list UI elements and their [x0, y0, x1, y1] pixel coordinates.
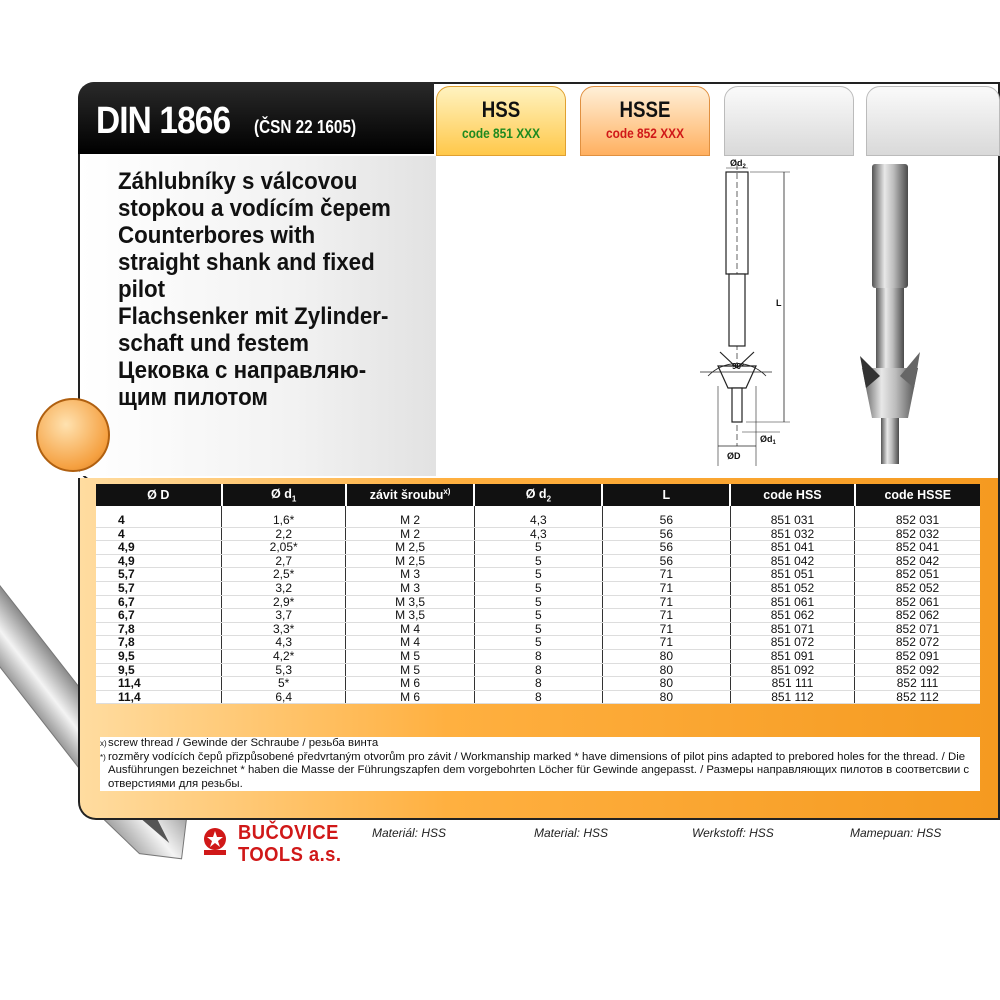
table-cell: 852 032 [855, 527, 980, 541]
table-cell: M 6 [346, 677, 475, 691]
description-line: stopkou a vodícím čepem [118, 195, 391, 222]
table-cell: 6,4 [222, 690, 346, 704]
table-cell: M 5 [346, 649, 475, 663]
brand-name-line2: TOOLS a.s. [238, 844, 342, 866]
table-cell: M 2,5 [346, 541, 475, 555]
page-subtitle: (ČSN 22 1605) [254, 117, 357, 137]
table-cell: 8 [474, 649, 602, 663]
material-en: Material: HSS [534, 826, 609, 840]
table-cell: 5 [474, 554, 602, 568]
table-cell: 4,3 [222, 636, 346, 650]
table-cell: M 4 [346, 636, 475, 650]
table-cell: 851 061 [730, 595, 854, 609]
table-cell: 5 [474, 622, 602, 636]
tab-empty-2 [866, 86, 1000, 156]
table-cell: 851 032 [730, 527, 854, 541]
table-cell: 6,7 [96, 609, 222, 623]
table-row [96, 514, 980, 527]
table-cell: 56 [602, 541, 730, 555]
table-cell: M 2 [346, 527, 475, 541]
table-cell: 5* [222, 677, 346, 691]
table-cell: 851 072 [730, 636, 854, 650]
orange-circle-decoration [36, 398, 110, 472]
table-row [96, 554, 980, 568]
description-line: Záhlubníky s válcovou [118, 168, 358, 195]
technical-drawing [680, 156, 996, 472]
page-title: DIN 1866 [96, 100, 231, 142]
table-cell: 4 [96, 527, 222, 541]
table-cell: 852 042 [855, 554, 980, 568]
product-table [96, 484, 980, 704]
table-cell: 3,7 [222, 609, 346, 623]
table-cell: 2,7 [222, 554, 346, 568]
table-cell: 1,6* [222, 514, 346, 527]
table-cell: M 5 [346, 663, 475, 677]
description-line: Flachsenker mit Zylinder- [118, 303, 389, 330]
table-row [96, 649, 980, 663]
table-cell: 852 072 [855, 636, 980, 650]
table-cell: 11,4 [96, 677, 222, 691]
table-cell: 71 [602, 636, 730, 650]
table-cell: 851 031 [730, 514, 854, 527]
table-cell: 5 [474, 581, 602, 595]
table-cell: 4 [96, 514, 222, 527]
tab-hsse-code: code 852 XXX [605, 125, 685, 141]
table-cell: 71 [602, 581, 730, 595]
table-cell: 852 051 [855, 568, 980, 582]
brand-name-line1: BUČOVICE [238, 822, 339, 844]
table-cell: 2,5* [222, 568, 346, 582]
material-cz: Materiál: HSS [372, 826, 447, 840]
table-cell: 56 [602, 554, 730, 568]
col-code-hss: code HSS [730, 484, 854, 506]
footnote-mark: x) [100, 739, 107, 748]
table-cell: 9,5 [96, 663, 222, 677]
table-cell: 71 [602, 595, 730, 609]
col-d1: Ø $d_1$ [222, 484, 346, 506]
footnote-thread [100, 737, 980, 751]
table-cell: 5 [474, 636, 602, 650]
table-cell: 852 111 [855, 677, 980, 691]
table-cell: 851 071 [730, 622, 854, 636]
table-cell: 56 [602, 514, 730, 527]
table-cell: 851 091 [730, 649, 854, 663]
table-cell: 6,7 [96, 595, 222, 609]
table-cell: 7,8 [96, 636, 222, 650]
description-line: schaft und festem [118, 330, 309, 357]
table-cell: 851 111 [730, 677, 854, 691]
tab-hsse [580, 86, 710, 156]
footnotes [100, 737, 980, 791]
table-cell: 5,3 [222, 663, 346, 677]
table-cell: 851 052 [730, 581, 854, 595]
tab-hss-label: HSS [481, 97, 521, 122]
l-label: L [776, 298, 782, 308]
table-cell: 852 031 [855, 514, 980, 527]
table-cell: 851 041 [730, 541, 854, 555]
table-cell: 5 [474, 595, 602, 609]
table-cell: 851 051 [730, 568, 854, 582]
table-cell: 4,9 [96, 554, 222, 568]
table-cell: 851 112 [730, 690, 854, 704]
table-cell: 8 [474, 690, 602, 704]
table-row [96, 595, 980, 609]
table-row [96, 690, 980, 704]
footnote-pilot [100, 751, 980, 792]
tab-hss [436, 86, 566, 156]
table-cell: 80 [602, 677, 730, 691]
d2-sub: 2 [742, 164, 746, 170]
material-ru: Mamepuan: HSS [850, 826, 942, 840]
description-line: pilot [118, 276, 166, 303]
table-cell: 851 062 [730, 609, 854, 623]
footnote-text: rozměry vodících čepů přizpůsobené předvrtaným otvorům pro závit / Workmanship marked * have dimensions of pilot pins adapted to prebored holes for the thread. / Die Ausführungen bezeichnet * haben die Masse der Führungszapfen dem vorgebohrten Löcher für Gewinde angepasst. / Размеры направляющих пилотов в соответсвии с отверстиями для резьбы. [108, 750, 970, 790]
table-cell: M 2 [346, 514, 475, 527]
table-cell: 5 [474, 609, 602, 623]
table-cell: 851 042 [730, 554, 854, 568]
table-cell: 852 052 [855, 581, 980, 595]
table-cell: 71 [602, 609, 730, 623]
table-cell: 11,4 [96, 690, 222, 704]
table-cell: 80 [602, 690, 730, 704]
table-cell: 3,2 [222, 581, 346, 595]
table-cell: 9,5 [96, 649, 222, 663]
col-d2: Ø $d_2$ [474, 484, 602, 506]
table-cell: 5 [474, 568, 602, 582]
table-cell: 71 [602, 568, 730, 582]
table-cell: 7,8 [96, 622, 222, 636]
table-cell: M 4 [346, 622, 475, 636]
table-cell: 852 061 [855, 595, 980, 609]
table-cell: 852 071 [855, 622, 980, 636]
d1-sub: 1 [772, 440, 776, 446]
table-cell: 5 [474, 541, 602, 555]
table-row [96, 527, 980, 541]
col-L: L [602, 484, 730, 506]
table-cell: 852 062 [855, 609, 980, 623]
table-cell: M 2,5 [346, 554, 475, 568]
table-row [96, 677, 980, 691]
description-line: щим пилотом [118, 384, 268, 411]
table-cell: 8 [474, 677, 602, 691]
table-row [96, 541, 980, 555]
table-cell: 5,7 [96, 581, 222, 595]
table-row [96, 663, 980, 677]
tab-hsse-label: HSSE [619, 97, 671, 122]
table-cell: M 3 [346, 568, 475, 582]
description-line: Цековка с направляю- [118, 357, 367, 384]
table-row [96, 609, 980, 623]
tool-photo [860, 164, 920, 464]
table-cell: 851 092 [730, 663, 854, 677]
table-cell: 4,2* [222, 649, 346, 663]
col-thread: závit šroubu$^{x)}$ [346, 484, 475, 506]
description-line: straight shank and fixed [118, 249, 375, 276]
material-de: Werkstoff: HSS [692, 826, 774, 840]
col-D: Ø D [96, 484, 222, 506]
table-cell: 56 [602, 527, 730, 541]
table-cell: 4,3 [474, 527, 602, 541]
table-cell: 852 112 [855, 690, 980, 704]
table-row [96, 581, 980, 595]
svg-text:Ød1 [760, 434, 777, 446]
table-cell: 2,9* [222, 595, 346, 609]
table-cell: 5,7 [96, 568, 222, 582]
table-cell: M 3,5 [346, 609, 475, 623]
D-label: ØD [727, 451, 741, 461]
product-description [118, 168, 416, 411]
d2-label: Ød [730, 158, 743, 168]
table-cell: 80 [602, 649, 730, 663]
description-line: Counterbores with [118, 222, 316, 249]
tab-empty-1 [724, 86, 854, 156]
company-logo-icon [200, 826, 230, 856]
table-cell: M 3 [346, 581, 475, 595]
table-cell: 2,2 [222, 527, 346, 541]
table-cell: 8 [474, 663, 602, 677]
table-cell: M 6 [346, 690, 475, 704]
table-cell: M 3,5 [346, 595, 475, 609]
table-cell: 2,05* [222, 541, 346, 555]
table-cell: 4,3 [474, 514, 602, 527]
table-row [96, 622, 980, 636]
table-row [96, 636, 980, 650]
footnote-mark: *) [100, 752, 106, 762]
footnote-text: screw thread / Gewinde der Schraube / резьба винта [108, 737, 379, 749]
table-cell: 852 041 [855, 541, 980, 555]
table-cell: 4,9 [96, 541, 222, 555]
d1-label: Ød [760, 434, 773, 444]
table-cell: 80 [602, 663, 730, 677]
table-cell: 852 092 [855, 663, 980, 677]
tab-hss-code: code 851 XXX [461, 125, 541, 141]
table-cell: 71 [602, 622, 730, 636]
table-cell: 3,3* [222, 622, 346, 636]
angle-label: 90° [732, 362, 745, 371]
table-cell: 852 091 [855, 649, 980, 663]
col-code-hsse: code HSSE [855, 484, 980, 506]
table-row [96, 568, 980, 582]
